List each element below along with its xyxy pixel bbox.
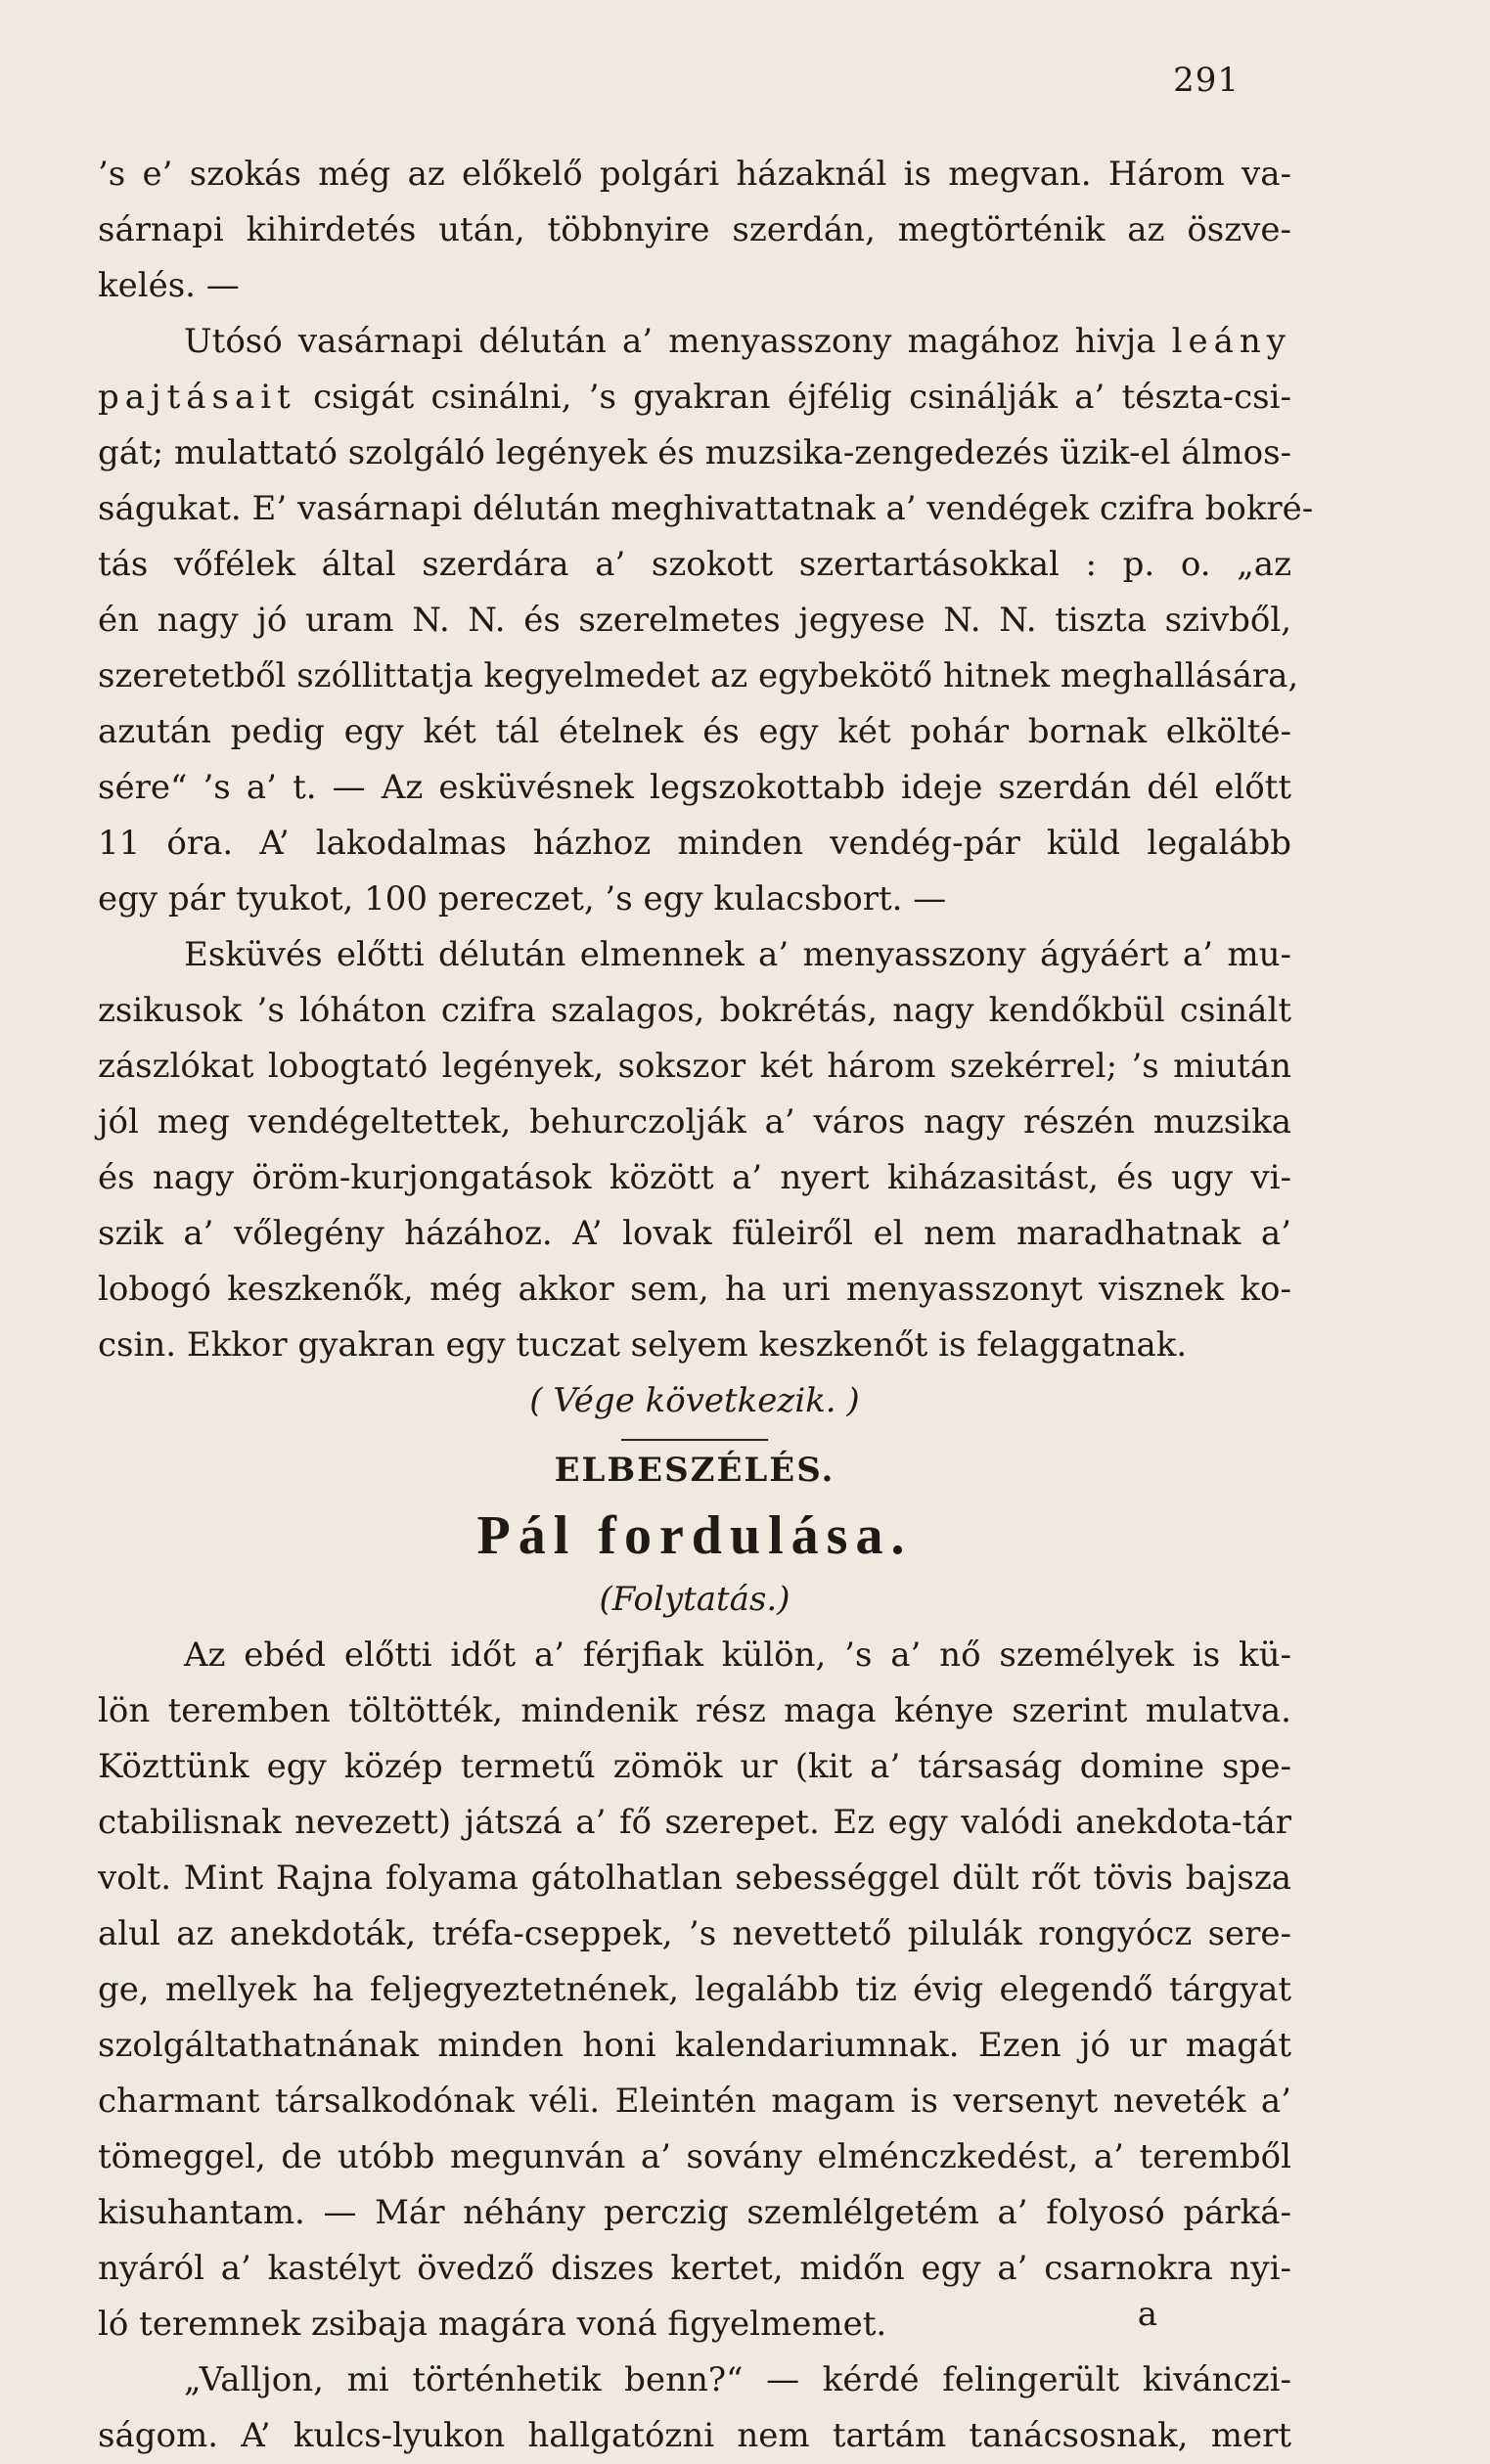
paragraph-start-line xyxy=(98,314,1291,370)
text-line: ge, mellyek ha feljegyeztetnének, legalább tiz évig elegendő tárgyat xyxy=(98,1970,1291,2009)
text-line: „Valljon, mi történhetik benn?“ — kérdé felingerült kivánczi- xyxy=(184,2360,1291,2399)
spaced-word: leány xyxy=(1171,322,1291,361)
continued-note: ( Vége következik. ) xyxy=(529,1381,860,1420)
text-line: Esküvés előtti délután elmennek a’ menyasszony ágyáért a’ mu- xyxy=(184,935,1291,974)
text-line: ló teremnek zsibaja magára voná figyelmemet. xyxy=(98,2305,887,2344)
text-line: azután pedig egy két tál ételnek és egy két pohár bornak elkölté- xyxy=(98,712,1291,751)
text-run: Utósó vasárnapi délután a’ menyasszony magához hivja xyxy=(184,322,1172,361)
text-line: sárnapi kihirdetés után, többnyire szerdán, megtörténik az öszve- xyxy=(98,210,1291,249)
page-number: 291 xyxy=(1173,61,1240,100)
text-line: csin. Ekkor gyakran egy tuczat selyem keszkenőt is felaggatnak. xyxy=(98,1325,1188,1365)
text-line: és nagy öröm-kurjongatások között a’ nyert kiházasitást, és ugy vi- xyxy=(98,1158,1291,1197)
text-line: jól meg vendégeltettek, behurczolják a’ város nagy részén muzsika xyxy=(98,1102,1291,1142)
text-line: kelés. — xyxy=(98,266,240,305)
text-column xyxy=(98,147,1314,2464)
text-line: zászlókat lobogtató legények, sokszor két három szekérrel; ’s miután xyxy=(98,1047,1291,1086)
story-title: Pál fordulása. xyxy=(476,1505,913,1566)
text-line: kisuhantam. — Már néhány perczig szemlélgetém a’ folyosó párká- xyxy=(98,2193,1291,2232)
text-line: szik a’ vőlegény házához. A’ lovak füleiről el nem maradhatnak a’ xyxy=(98,1214,1291,1253)
text-line: szeretetből szóllittatja kegyelmedet az egybekötő hitnek meghallására, xyxy=(98,656,1299,695)
text-line: Az ebéd előtti időt a’ férjfiak külön, ’s a’ nő személyek is kü- xyxy=(184,1635,1291,1675)
text-line: lobogó keszkenők, még akkor sem, ha uri menyasszonyt visznek ko- xyxy=(98,1270,1291,1309)
text-line: charmant társalkodónak véli. Eleintén magam is versenyt neveték a’ xyxy=(98,2082,1291,2121)
text-line: zsikusok ’s lóháton czifra szalagos, bokrétás, nagy kendőkbül csinált xyxy=(98,991,1291,1030)
text-line: gát; mulattató szolgáló legények és muzsika-zengedezés üzik-el álmos- xyxy=(98,433,1292,472)
continuation-label: (Folytatás.) xyxy=(599,1580,790,1619)
text-line: tömeggel, de utóbb megunván a’ sovány elménczkedést, a’ teremből xyxy=(98,2137,1291,2176)
text-line: én nagy jó uram N. N. és szerelmetes jegyese N. N. tiszta szivből, xyxy=(98,601,1291,640)
spaced-word: pajtásait xyxy=(98,378,296,417)
text-line: sére“ ’s a’ t. — Az esküvésnek legszokottabb ideje szerdán dél előtt xyxy=(98,768,1291,807)
text-line: ságukat. E’ vasárnapi délután meghivattatnak a’ vendégek czifra bokré- xyxy=(98,489,1314,528)
text-run: csigát csinálni, ’s gyakran éjfélig csinálják a’ tészta-csi- xyxy=(295,378,1291,417)
text-line: tás vőfélek által szerdára a’ szokott szertartásokkal : p. o. „az xyxy=(98,545,1291,584)
text-line: egy pár tyukot, 100 pereczet, ’s egy kulacsbort. — xyxy=(98,879,947,918)
text-line: 11 óra. A’ lakodalmas házhoz minden vendég-pár küld legalább xyxy=(98,824,1291,863)
text-line: volt. Mint Rajna folyama gátolhatlan sebességgel dült rőt tövis bajsza xyxy=(98,1859,1291,1898)
text-line: lön teremben töltötték, mindenik rész maga kénye szerint mulatva. xyxy=(98,1691,1291,1730)
text-line: szolgáltathatnának minden honi kalendariumnak. Ezen jó ur magát xyxy=(98,2026,1291,2065)
text-line: ctabilisnak nevezett) játszá a’ fő szerepet. Ez egy valódi anekdota-tár xyxy=(98,1803,1291,1842)
text-line: Közttünk egy közép termetű zömök ur (kit a’ társaság domine spe- xyxy=(98,1747,1291,1786)
text-line: nyáról a’ kastélyt övedző diszes kertet, midőn egy a’ csarnokra nyi- xyxy=(98,2249,1291,2288)
text-line: ságom. A’ kulcs-lyukon hallgatózni nem tartám tanácsosnak, mert xyxy=(98,2416,1291,2455)
section-label: ELBESZÉLÉS. xyxy=(554,1451,835,1490)
text-line xyxy=(98,370,1291,426)
text-line: ’s e’ szokás még az előkelő polgári házaknál is megvan. Három va- xyxy=(98,155,1291,194)
text-line: alul az anekdoták, tréfa-cseppek, ’s nevettető pilulák rongyócz sere- xyxy=(98,1914,1291,1953)
catchword: a xyxy=(1137,2295,1157,2334)
